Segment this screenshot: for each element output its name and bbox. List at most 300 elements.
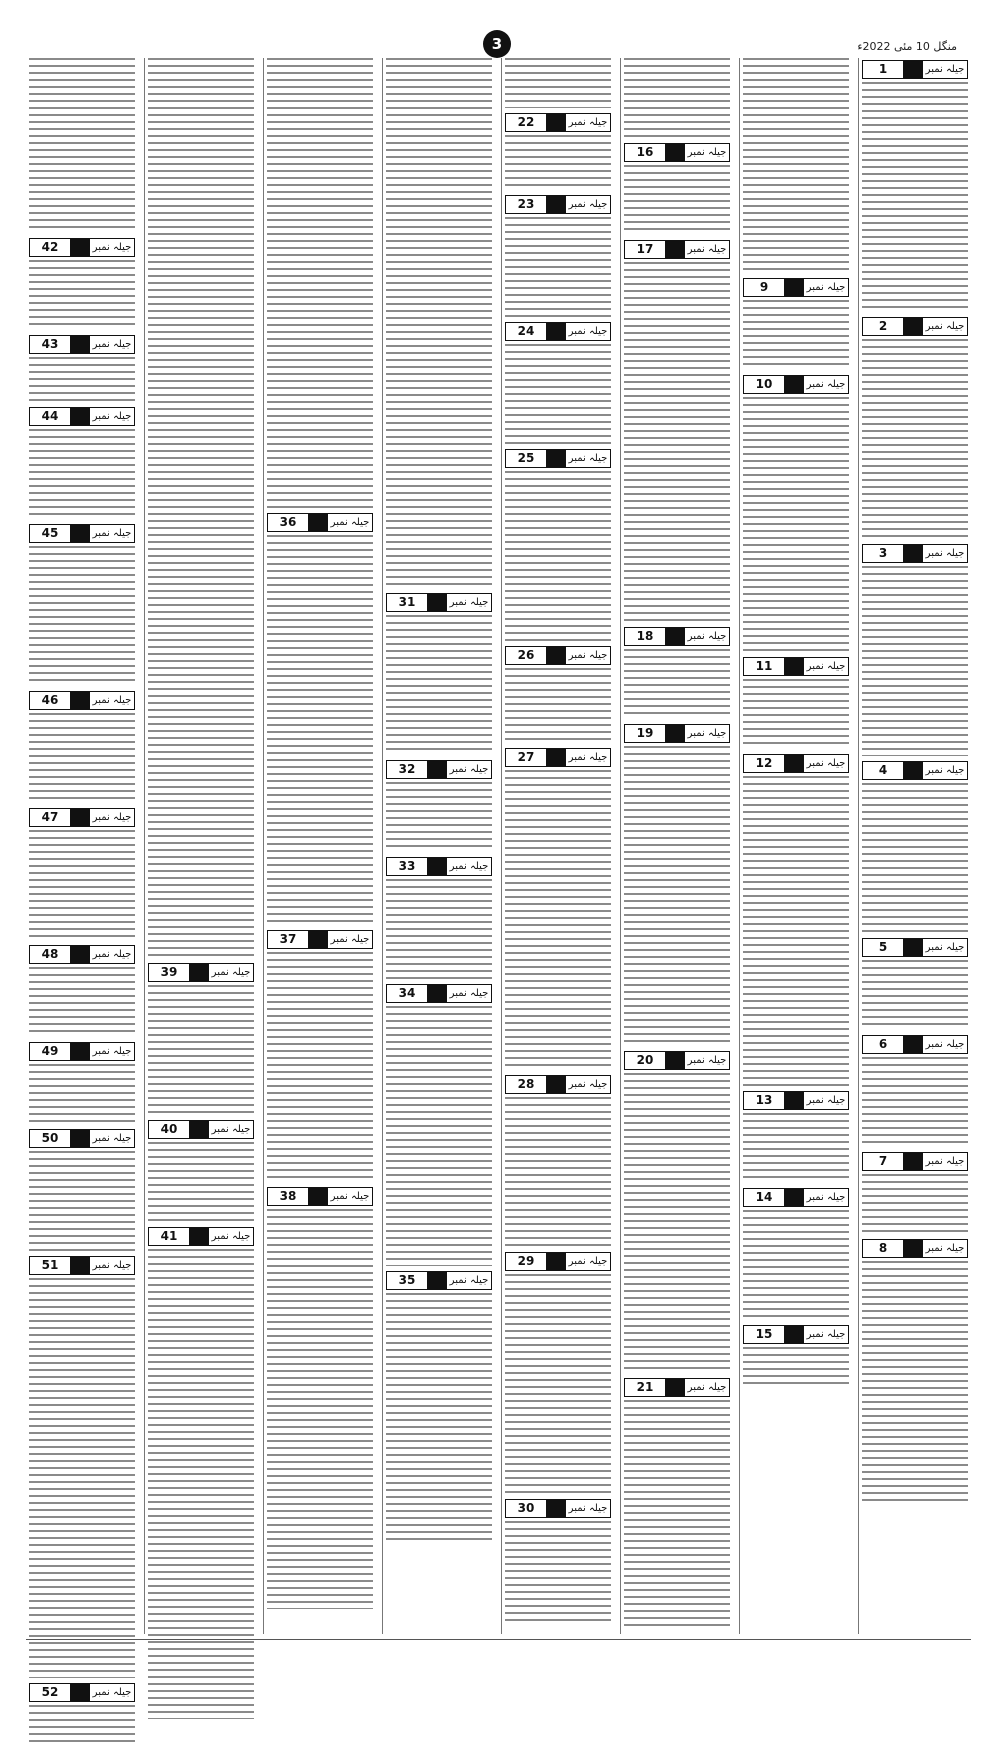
notice-header — [624, 1378, 730, 1397]
notice-number: 1 — [863, 61, 904, 78]
notice-body-text — [743, 1347, 849, 1387]
notice-header-bar — [428, 985, 447, 1002]
notice-body-text — [29, 967, 135, 1037]
notice-label: جیلہ نمبر — [330, 934, 370, 945]
notice-item — [29, 1254, 135, 1678]
notice-number: 45 — [30, 525, 71, 542]
notice-body-text — [624, 58, 730, 138]
notice-item — [148, 1225, 254, 1719]
notice-number: 17 — [625, 241, 666, 258]
notice-label: جیلہ نمبر — [806, 758, 846, 769]
notice-label: جیلہ نمبر — [211, 1124, 251, 1135]
notice-header — [505, 646, 611, 665]
notice-header-bar — [428, 1272, 447, 1289]
notice-item — [29, 58, 135, 233]
notice-body-text — [862, 960, 968, 1030]
notice-body-text — [624, 1400, 730, 1630]
notice-header-bar — [666, 725, 685, 742]
notice-item — [743, 655, 849, 749]
notice-number: 49 — [30, 1043, 71, 1060]
notice-label: جیلہ نمبر — [449, 861, 489, 872]
notice-column — [263, 58, 376, 1634]
notice-header — [743, 375, 849, 394]
notice-number: 51 — [30, 1257, 71, 1274]
notice-header-bar — [190, 964, 209, 981]
notice-header — [267, 1187, 373, 1206]
notice-header — [386, 593, 492, 612]
notice-label: جیلہ نمبر — [687, 147, 727, 158]
notice-column — [144, 58, 257, 1634]
notice-item — [505, 1073, 611, 1247]
notice-header-bar — [190, 1121, 209, 1138]
notice-column — [739, 58, 852, 1634]
notice-number: 39 — [149, 964, 190, 981]
notice-header-bar — [666, 628, 685, 645]
notice-number: 12 — [744, 755, 785, 772]
notice-label: جیلہ نمبر — [449, 597, 489, 608]
notice-item — [743, 58, 849, 273]
notice-body-text — [386, 879, 492, 979]
notice-columns — [26, 58, 971, 1699]
notice-body-text — [29, 1705, 135, 1745]
notice-header — [29, 238, 135, 257]
notice-number: 46 — [30, 692, 71, 709]
notice-body-text — [386, 58, 492, 588]
notice-item — [29, 1681, 135, 1745]
notice-item — [29, 522, 135, 686]
notice-body-text — [505, 1521, 611, 1621]
notice-number: 21 — [625, 1379, 666, 1396]
notice-number: 19 — [625, 725, 666, 742]
notice-header — [29, 1129, 135, 1148]
notice-item — [624, 1049, 730, 1373]
notice-item — [743, 752, 849, 1086]
notice-item — [624, 58, 730, 138]
notice-item — [505, 746, 611, 1070]
notice-header-bar — [71, 1684, 90, 1701]
notice-body-text — [743, 300, 849, 370]
notice-number: 40 — [149, 1121, 190, 1138]
notice-body-text — [862, 783, 968, 933]
notice-header-bar — [904, 318, 923, 335]
notice-header — [29, 1683, 135, 1702]
notice-header-bar — [71, 239, 90, 256]
notice-item — [862, 1237, 968, 1501]
notice-header-bar — [547, 647, 566, 664]
notice-header-bar — [904, 1153, 923, 1170]
notice-header — [624, 724, 730, 743]
notice-header — [386, 760, 492, 779]
notice-number: 38 — [268, 1188, 309, 1205]
notice-label: جیلہ نمبر — [330, 1191, 370, 1202]
notice-label: جیلہ نمبر — [92, 812, 132, 823]
notice-label: جیلہ نمبر — [92, 949, 132, 960]
notice-number: 2 — [863, 318, 904, 335]
notice-item — [624, 1376, 730, 1630]
notice-label: جیلہ نمبر — [925, 942, 965, 953]
notice-label: جیلہ نمبر — [806, 1095, 846, 1106]
notice-number: 30 — [506, 1500, 547, 1517]
notice-item — [743, 276, 849, 370]
notice-number: 8 — [863, 1240, 904, 1257]
notice-number: 50 — [30, 1130, 71, 1147]
notice-header-bar — [309, 514, 328, 531]
notice-label: جیلہ نمبر — [568, 1079, 608, 1090]
notice-header-bar — [666, 1379, 685, 1396]
notice-number: 7 — [863, 1153, 904, 1170]
notice-header-bar — [666, 1052, 685, 1069]
notice-header-bar — [666, 241, 685, 258]
notice-body-text — [505, 471, 611, 641]
notice-header — [624, 240, 730, 259]
notice-body-text — [743, 58, 849, 273]
notice-label: جیلہ نمبر — [925, 1039, 965, 1050]
notice-item — [267, 511, 373, 925]
bottom-rule — [26, 1639, 971, 1640]
notice-number: 24 — [506, 323, 547, 340]
notice-body-text — [624, 1073, 730, 1373]
notice-header — [862, 1035, 968, 1054]
notice-number: 34 — [387, 985, 428, 1002]
notice-number: 28 — [506, 1076, 547, 1093]
notice-item — [505, 320, 611, 444]
notice-number: 20 — [625, 1052, 666, 1069]
notice-label: جیلہ نمبر — [925, 548, 965, 559]
notice-item — [505, 58, 611, 108]
notice-number: 16 — [625, 144, 666, 161]
notice-header-bar — [547, 1253, 566, 1270]
notice-body-text — [862, 339, 968, 539]
notice-header-bar — [666, 144, 685, 161]
notice-header — [624, 1051, 730, 1070]
notice-label: جیلہ نمبر — [687, 1055, 727, 1066]
notice-label: جیلہ نمبر — [449, 764, 489, 775]
notice-header — [386, 857, 492, 876]
notice-column — [620, 58, 733, 1634]
issue-date: منگل 10 مئی 2022ء — [857, 40, 957, 53]
notice-body-text — [505, 1274, 611, 1494]
notice-header-bar — [785, 376, 804, 393]
notice-label: جیلہ نمبر — [806, 1192, 846, 1203]
notice-item — [743, 1089, 849, 1183]
notice-header — [29, 1042, 135, 1061]
notice-item — [505, 111, 611, 190]
notice-header — [505, 449, 611, 468]
notice-header — [505, 322, 611, 341]
notice-header-bar — [785, 1092, 804, 1109]
notice-item — [743, 1186, 849, 1320]
notice-header — [148, 1120, 254, 1139]
notice-label: جیلہ نمبر — [449, 988, 489, 999]
notice-label: جیلہ نمبر — [568, 326, 608, 337]
notice-item — [624, 722, 730, 1046]
notice-label: جیلہ نمبر — [806, 661, 846, 672]
notice-header — [862, 938, 968, 957]
notice-body-text — [505, 58, 611, 108]
notice-body-text — [505, 770, 611, 1070]
notice-header — [29, 1256, 135, 1275]
notice-body-text — [862, 1174, 968, 1234]
notice-item — [862, 58, 968, 312]
notice-item — [386, 855, 492, 979]
notice-item — [386, 1269, 492, 1543]
notice-number: 15 — [744, 1326, 785, 1343]
notice-header-bar — [71, 809, 90, 826]
notice-label: جیلہ نمبر — [925, 1243, 965, 1254]
notice-body-text — [505, 1097, 611, 1247]
notice-body-text — [29, 58, 135, 233]
notice-label: جیلہ نمبر — [687, 244, 727, 255]
notice-header-bar — [71, 1043, 90, 1060]
notice-header-bar — [71, 525, 90, 542]
notice-header — [29, 691, 135, 710]
notice-item — [386, 58, 492, 588]
notice-body-text — [505, 217, 611, 317]
notice-header — [386, 984, 492, 1003]
notice-label: جیلہ نمبر — [92, 411, 132, 422]
notice-number: 33 — [387, 858, 428, 875]
notice-body-text — [862, 82, 968, 312]
notice-item — [862, 542, 968, 756]
notice-column — [26, 58, 138, 1699]
notice-item — [148, 961, 254, 1115]
notice-item — [29, 405, 135, 519]
notice-label: جیلہ نمبر — [568, 752, 608, 763]
notice-number: 36 — [268, 514, 309, 531]
notice-number: 6 — [863, 1036, 904, 1053]
notice-header — [267, 513, 373, 532]
notice-header — [505, 1499, 611, 1518]
notice-header — [386, 1271, 492, 1290]
notice-item — [386, 591, 492, 755]
notice-item — [862, 936, 968, 1030]
notice-label: جیلہ نمبر — [568, 199, 608, 210]
notice-item — [148, 58, 254, 958]
notice-header — [29, 407, 135, 426]
notice-number: 18 — [625, 628, 666, 645]
notice-label: جیلہ نمبر — [211, 967, 251, 978]
notice-item — [267, 1185, 373, 1609]
notice-body-text — [148, 985, 254, 1115]
notice-item — [505, 1497, 611, 1621]
notice-header — [29, 524, 135, 543]
notice-body-text — [624, 649, 730, 719]
notice-header-bar — [904, 1036, 923, 1053]
notice-header — [743, 657, 849, 676]
notice-label: جیلہ نمبر — [568, 1503, 608, 1514]
notice-number: 25 — [506, 450, 547, 467]
notice-item — [862, 315, 968, 539]
notice-label: جیلہ نمبر — [92, 1687, 132, 1698]
notice-header — [29, 945, 135, 964]
notice-item — [743, 373, 849, 652]
notice-body-text — [624, 746, 730, 1046]
notice-body-text — [386, 782, 492, 852]
notice-number: 29 — [506, 1253, 547, 1270]
notice-header-bar — [785, 755, 804, 772]
notice-label: جیلہ نمبر — [211, 1231, 251, 1242]
notice-body-text — [267, 1209, 373, 1609]
notice-header — [267, 930, 373, 949]
notice-header-bar — [547, 323, 566, 340]
notice-header — [743, 278, 849, 297]
notice-body-text — [505, 668, 611, 743]
notice-header-bar — [904, 1240, 923, 1257]
notice-body-text — [29, 830, 135, 940]
notice-header-bar — [190, 1228, 209, 1245]
notice-number: 11 — [744, 658, 785, 675]
notice-label: جیلہ نمبر — [92, 1046, 132, 1057]
notice-body-text — [386, 1293, 492, 1543]
notice-header-bar — [71, 946, 90, 963]
notice-label: جیلہ نمبر — [568, 117, 608, 128]
notice-number: 10 — [744, 376, 785, 393]
notice-label: جیلہ نمبر — [806, 1329, 846, 1340]
notice-header-bar — [547, 1076, 566, 1093]
notice-number: 4 — [863, 762, 904, 779]
notice-header — [743, 1325, 849, 1344]
notice-body-text — [743, 1113, 849, 1183]
notice-item — [29, 1040, 135, 1124]
notice-label: جیلہ نمبر — [330, 517, 370, 528]
notice-number: 27 — [506, 749, 547, 766]
notice-item — [148, 1118, 254, 1222]
notice-item — [505, 1250, 611, 1494]
notice-number: 31 — [387, 594, 428, 611]
notice-body-text — [267, 58, 373, 508]
notice-header-bar — [904, 545, 923, 562]
notice-column — [858, 58, 971, 1634]
notice-header — [743, 1091, 849, 1110]
notice-item — [505, 644, 611, 743]
notice-number: 48 — [30, 946, 71, 963]
notice-body-text — [29, 260, 135, 330]
notice-item — [29, 689, 135, 803]
notice-body-text — [743, 679, 849, 749]
notice-body-text — [862, 566, 968, 756]
notice-header-bar — [785, 1189, 804, 1206]
notice-label: جیلہ نمبر — [925, 321, 965, 332]
notice-body-text — [505, 135, 611, 190]
notice-label: جیلہ نمبر — [92, 695, 132, 706]
notice-body-text — [267, 535, 373, 925]
notice-body-text — [29, 1278, 135, 1678]
notice-number: 23 — [506, 196, 547, 213]
notice-header — [505, 1075, 611, 1094]
notice-header — [505, 748, 611, 767]
notice-body-text — [29, 429, 135, 519]
notice-label: جیلہ نمبر — [806, 282, 846, 293]
notice-header-bar — [904, 61, 923, 78]
notice-label: جیلہ نمبر — [92, 1133, 132, 1144]
notice-body-text — [29, 1064, 135, 1124]
notice-header — [743, 754, 849, 773]
notice-header — [29, 808, 135, 827]
notice-item — [386, 758, 492, 852]
notice-body-text — [29, 546, 135, 686]
notice-header — [862, 317, 968, 336]
notice-body-text — [148, 1142, 254, 1222]
notice-header-bar — [547, 196, 566, 213]
notice-header-bar — [71, 1130, 90, 1147]
notice-header — [862, 761, 968, 780]
notice-number: 9 — [744, 279, 785, 296]
notice-label: جیلہ نمبر — [687, 728, 727, 739]
notice-header — [148, 963, 254, 982]
notice-number: 22 — [506, 114, 547, 131]
notice-header — [743, 1188, 849, 1207]
notice-header-bar — [547, 114, 566, 131]
notice-header — [862, 1239, 968, 1258]
notice-item — [505, 447, 611, 641]
notice-number: 47 — [30, 809, 71, 826]
notice-header-bar — [428, 594, 447, 611]
notice-item — [386, 982, 492, 1266]
notice-number: 44 — [30, 408, 71, 425]
notice-label: جیلہ نمبر — [449, 1275, 489, 1286]
notice-item — [29, 943, 135, 1037]
notice-number: 42 — [30, 239, 71, 256]
notice-item — [743, 1323, 849, 1387]
notice-body-text — [29, 357, 135, 402]
notice-body-text — [386, 615, 492, 755]
notice-body-text — [624, 262, 730, 622]
notice-label: جیلہ نمبر — [92, 242, 132, 253]
notice-header-bar — [904, 762, 923, 779]
notice-body-text — [862, 1261, 968, 1501]
notice-body-text — [29, 1151, 135, 1251]
notice-header — [505, 195, 611, 214]
notice-body-text — [148, 58, 254, 958]
notice-header — [624, 627, 730, 646]
notice-item — [29, 236, 135, 330]
notice-column — [501, 58, 614, 1634]
notice-column — [382, 58, 495, 1634]
notice-header-bar — [547, 1500, 566, 1517]
notice-label: جیلہ نمبر — [568, 1256, 608, 1267]
notice-label: جیلہ نمبر — [92, 528, 132, 539]
notice-header-bar — [904, 939, 923, 956]
notice-number: 3 — [863, 545, 904, 562]
notice-item — [862, 759, 968, 933]
notice-header — [862, 544, 968, 563]
notice-header-bar — [785, 658, 804, 675]
notice-item — [624, 141, 730, 235]
notice-number: 32 — [387, 761, 428, 778]
notice-body-text — [267, 952, 373, 1182]
notice-item — [29, 333, 135, 402]
notice-item — [505, 193, 611, 317]
notice-body-text — [386, 1006, 492, 1266]
notice-header — [505, 1252, 611, 1271]
notice-header-bar — [71, 1257, 90, 1274]
notice-body-text — [148, 1249, 254, 1719]
notice-item — [624, 625, 730, 719]
notice-header-bar — [428, 858, 447, 875]
notice-label: جیلہ نمبر — [925, 1156, 965, 1167]
notice-body-text — [624, 165, 730, 235]
notice-label: جیلہ نمبر — [92, 1260, 132, 1271]
notice-header-bar — [71, 408, 90, 425]
notice-item — [862, 1150, 968, 1234]
notice-item — [624, 238, 730, 622]
notice-item — [267, 928, 373, 1182]
notice-header-bar — [71, 336, 90, 353]
notice-body-text — [29, 713, 135, 803]
notice-header — [505, 113, 611, 132]
notice-label: جیلہ نمبر — [568, 453, 608, 464]
notice-label: جیلہ نمبر — [925, 64, 965, 75]
